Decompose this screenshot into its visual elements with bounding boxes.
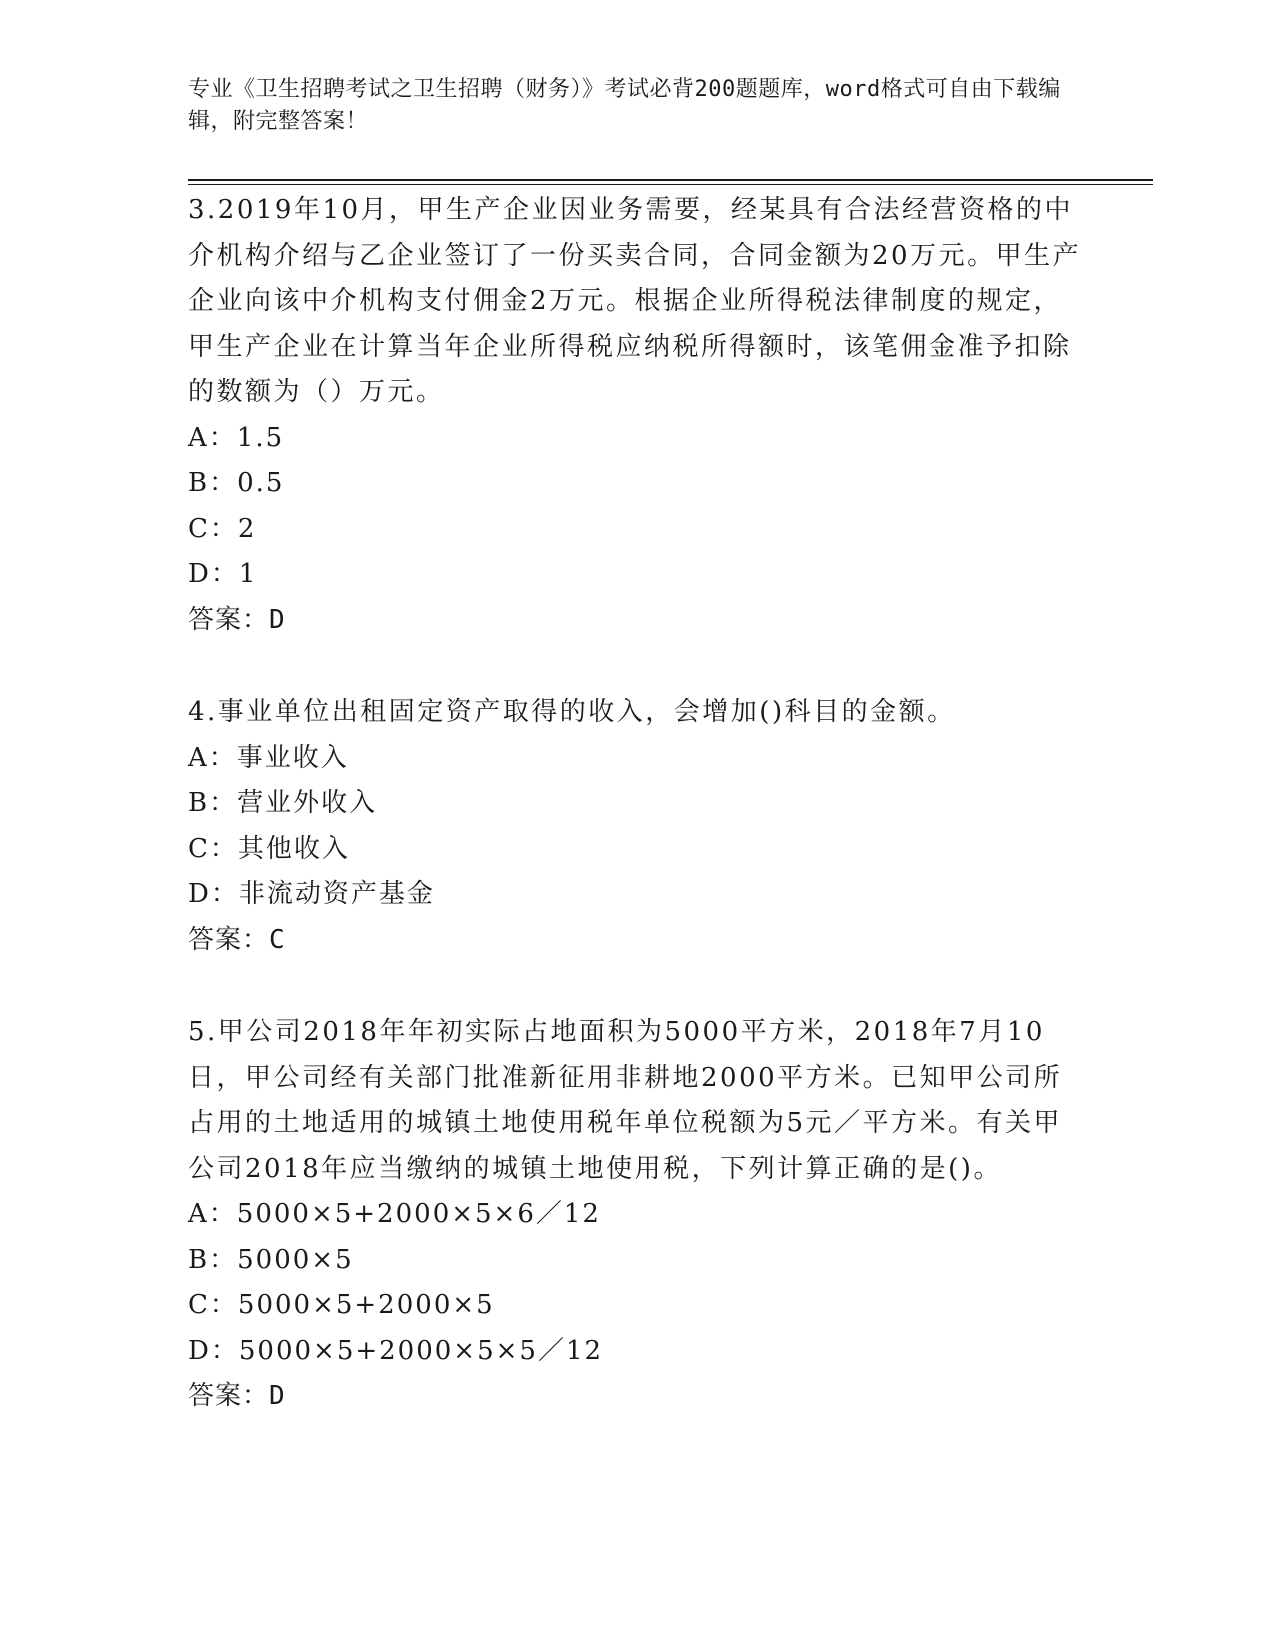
option-letter: C：	[188, 513, 238, 544]
question-5	[188, 1010, 1088, 1420]
option-letter: C：	[188, 833, 238, 864]
header-divider-thick	[188, 179, 1153, 181]
question-3	[188, 188, 1088, 643]
option-c	[188, 507, 1088, 553]
option-text: 0.5	[237, 468, 285, 498]
option-text: 非流动资产基金	[238, 879, 435, 909]
option-text: 营业外收入	[237, 788, 378, 818]
question-stem: 5.甲公司2018年年初实际占地面积为5000平方米，2018年7月10日，甲公司经有关部门批准新征用非耕地2000平方米。已知甲公司所占用的土地适用的城镇土地使用税年单位税额为5元／平方米。有关甲公司2018年应当缴纳的城镇土地使用税，下列计算正确的是()。	[188, 1017, 1063, 1184]
option-text: 事业收入	[236, 742, 349, 773]
option-text: 5000×5	[237, 1244, 354, 1275]
option-text: 5000×5+2000×5	[237, 1290, 495, 1320]
option-letter: A：	[188, 422, 237, 453]
option-b	[188, 1238, 1088, 1284]
option-letter: B：	[188, 1244, 238, 1275]
answer-line: 答案：D	[188, 1381, 286, 1411]
option-text: 1.5	[236, 422, 285, 453]
option-text: 其他收入	[237, 833, 350, 864]
option-c	[188, 827, 1088, 873]
option-a	[188, 1192, 1088, 1238]
option-letter: A：	[188, 1199, 237, 1229]
option-letter: B：	[188, 468, 238, 498]
option-d	[188, 872, 1088, 918]
question-4	[188, 690, 1088, 963]
option-a	[188, 416, 1088, 462]
option-letter: C：	[188, 1290, 238, 1320]
question-stem: 4.事业单位出租固定资产取得的收入，会增加()科目的金额。	[188, 697, 956, 727]
option-letter: D：	[188, 1335, 239, 1366]
option-text: 5000×5+2000×5×5／12	[238, 1335, 604, 1366]
option-text: 1	[238, 559, 258, 589]
question-stem: 3.2019年10月，甲生产企业因业务需要，经某具有合法经营资格的中介机构介绍与乙企业签订了一份买卖合同，合同金额为20万元。甲生产企业向该中介机构支付佣金2万元。根据企业所得税法律制度的规定，甲生产企业在计算当年企业所得税应纳税所得额时，该笔佣金准予扣除的数额为（）万元。	[188, 195, 1082, 407]
option-text: 2	[237, 513, 257, 544]
option-d	[188, 552, 1088, 598]
option-d	[188, 1329, 1088, 1375]
option-letter: A：	[188, 742, 237, 773]
option-a	[188, 736, 1088, 782]
option-letter: B：	[188, 788, 238, 818]
answer-line: 答案：C	[188, 924, 286, 955]
option-b	[188, 781, 1088, 827]
header-divider-thin	[188, 184, 1153, 185]
answer-line: 答案：D	[188, 604, 286, 635]
option-c	[188, 1283, 1088, 1329]
option-b	[188, 461, 1088, 507]
option-text: 5000×5+2000×5×6／12	[236, 1199, 601, 1229]
option-letter: D：	[188, 559, 239, 589]
option-letter: D：	[188, 879, 239, 909]
document-header: 专业《卫生招聘考试之卫生招聘（财务）》考试必背200题题库，word格式可自由下载编辑，附完整答案！	[188, 77, 1061, 134]
